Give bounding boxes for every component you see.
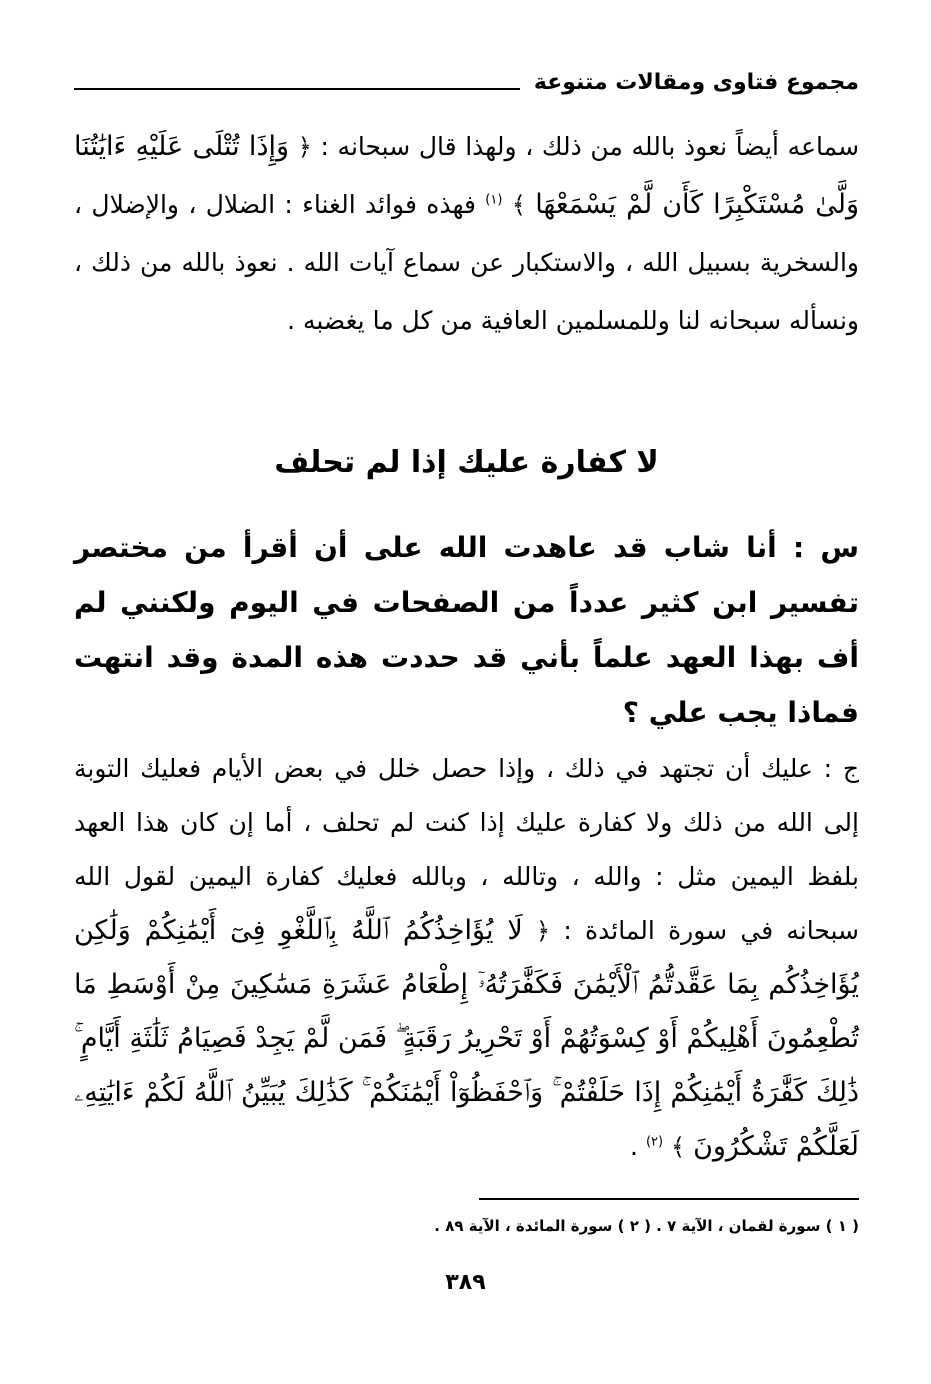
quran-bracket-close: ﴾ bbox=[511, 191, 526, 219]
footnotes: ( ١ ) سورة لقمان ، الآية ٧ . ( ٢ ) سورة المائدة ، الآية ٨٩ . bbox=[434, 1217, 859, 1235]
footnote-ref-1: (١) bbox=[485, 192, 503, 208]
question-paragraph: س : أنا شاب قد عاهدت الله على أن أقرأ من مختصر تفسير ابن كثير عدداً من الصفحات في اليوم ولكنني لم أف بهذا العهد علماً بأني قد حددت هذه المدة وقد انتهت فماذا يجب علي ؟ bbox=[74, 531, 859, 729]
answer-text-before: ج : عليك أن تجتهد في ذلك ، وإذا حصل خلل في بعض الأيام فعليك التوبة إلى الله من ذلك ولا كفارة عليك إذا كنت لم تحلف ، أما إن كان هذا العهد بلفظ اليمين مثل : والله ، وتالله ، وبالله فعليك كفارة اليمين لقول الله سبحانه في سورة المائدة : bbox=[74, 754, 860, 945]
quran-bracket-close: ﴾ bbox=[671, 1133, 686, 1161]
quran-bracket-open: ﴿ bbox=[297, 133, 312, 161]
section-title: لا كفارة عليك إذا لم تحلف bbox=[274, 445, 659, 480]
paragraph-ghina bbox=[74, 118, 859, 350]
quran-verse-maidah: لَا يُؤَاخِذُكُمُ ٱللَّهُ بِٱللَّغْوِ فِىٓ أَيْمَٰنِكُمْ وَلَٰكِن يُؤَاخِذُكُم بِمَا عَقَّدتُّمُ ٱلْأَيْمَٰنَ فَكَفَّٰرَتُهُۥٓ إِطْعَامُ عَشَرَةِ مَسَٰكِينَ مِنْ أَوْسَطِ مَا تُطْعِمُونَ أَهْلِيكُمْ أَوْ كِسْوَتُهُمْ أَوْ تَحْرِيرُ رَقَبَةٍ ۖ فَمَن لَّمْ يَجِدْ فَصِيَامُ ثَلَٰثَةِ أَيَّامٍ ۚ ذَٰلِكَ كَفَّٰرَةُ أَيْمَٰنِكُمْ إِذَا حَلَفْتُمْ ۚ وَٱحْفَظُوٓاْ أَيْمَٰنَكُمْ ۚ كَذَٰلِكَ يُبَيِّنُ ٱللَّهُ لَكُمْ ءَايَٰتِهِۦ لَعَلَّكُمْ تَشْكُرُونَ bbox=[74, 915, 859, 1162]
page-number: ٣٨٩ bbox=[445, 1270, 486, 1295]
header-title: مجموع فتاوى ومقالات متنوعة bbox=[533, 69, 859, 95]
header-rule bbox=[74, 88, 520, 90]
paragraph-text-before: سماعه أيضاً نعوذ بالله من ذلك ، ولهذا قال سبحانه : bbox=[320, 132, 860, 161]
answer-paragraph bbox=[74, 742, 859, 1174]
quran-verse-luqman: وَإِذَا تُتْلَى عَلَيْهِ ءَايَٰتُنَا وَلَّىٰ مُسْتَكْبِرًا كَأَن لَّمْ يَسْمَعْهَا bbox=[74, 131, 860, 220]
quran-bracket-open: ﴿ bbox=[536, 917, 551, 945]
running-header bbox=[74, 62, 859, 102]
footnote-ref-2: (٢) bbox=[645, 1134, 664, 1150]
footnote-separator bbox=[479, 1198, 859, 1200]
paragraph-text-after: فهذه فوائد الغناء : الضلال ، والإضلال ، والسخرية بسبيل الله ، والاستكبار عن سماع آيات الله . نعوذ بالله من ذلك ، ونسأله سبحانه لنا وللمسلمين العافية من كل ما يغضبه . bbox=[74, 190, 859, 335]
answer-end-period: . bbox=[630, 1132, 638, 1161]
